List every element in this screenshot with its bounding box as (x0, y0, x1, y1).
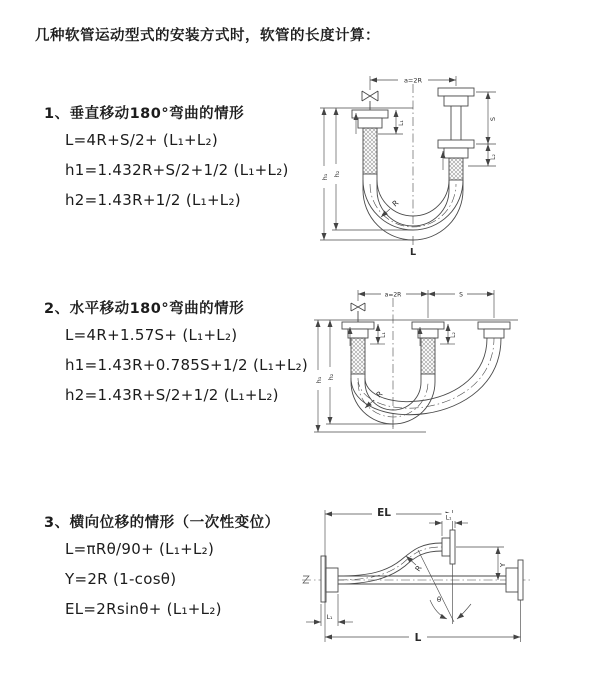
left-pipe-flange (352, 110, 388, 190)
right-pipe-flanges (438, 88, 474, 190)
dim-h1-label: h₁ (321, 173, 329, 181)
section-3 (44, 513, 280, 624)
dimension-el (325, 506, 453, 642)
dim-l1-top-label: L₁ (445, 514, 452, 522)
dim-l1-label: L₁ (398, 120, 405, 126)
angle-theta (418, 550, 471, 624)
right-flange (506, 560, 523, 600)
diagram-horizontal-180-bend (306, 282, 546, 457)
left-flange (321, 556, 338, 602)
valve-icon (362, 91, 378, 110)
dimension-l-total (325, 600, 521, 644)
section-2-heading: 2、水平移动180°弯曲的情形 (44, 301, 245, 317)
section-2 (44, 299, 308, 410)
page-title: 几种软管运动型式的安装方式时，软管的长度计算： (35, 28, 380, 44)
dim-l1-label: L₁ (380, 332, 387, 338)
dim-l2-label: L₂ (490, 154, 497, 160)
valve-icon (351, 303, 365, 322)
dim-h1-label: h₁ (315, 376, 323, 384)
formula-el: EL=2Rsinθ+ (L₁+L₂) (65, 600, 222, 618)
section-1-heading: 1、垂直移动180°弯曲的情形 (44, 106, 245, 122)
dim-l1-bottom-label: L₁ (326, 614, 333, 621)
dimension-l-total (410, 236, 416, 258)
dimension-s (476, 92, 497, 144)
radius-label: R (413, 563, 424, 574)
radius-label: R (374, 389, 385, 400)
radius-label: R (390, 198, 401, 209)
top-flange (442, 530, 455, 564)
dim-l-label: L (409, 247, 417, 258)
displaced-hose (338, 543, 442, 584)
formula-h1: h1=1.432R+S/2+1/2 (L₁+L₂) (65, 161, 289, 179)
formula-length: L=4R+S/2+ (L₁+L₂) (65, 131, 219, 149)
dim-el-label: EL (377, 507, 391, 519)
formula-y: Y=2R (1-cosθ) (65, 570, 177, 588)
angle-theta-label: θ (436, 596, 442, 604)
section-3-heading: 3、横向位移的情形（一次性变位） (44, 515, 280, 531)
middle-pipe-flange (412, 322, 444, 382)
dimension-l1-bottom (306, 594, 353, 626)
formula-h2: h2=1.43R+S/2+1/2 (L₁+L₂) (65, 386, 279, 404)
dimension-s (428, 290, 494, 319)
break-symbol (303, 576, 309, 583)
dim-l2-label: L₂ (450, 332, 457, 338)
dim-s-label: S (459, 291, 463, 299)
section-1 (44, 104, 289, 215)
dim-a2r-label: a=2R (403, 76, 423, 85)
radius-callout (365, 389, 384, 408)
formula-length: L=πRθ/90+ (L₁+L₂) (65, 540, 215, 558)
dimension-l1-top (429, 513, 468, 536)
formula-h1: h1=1.43R+0.785S+1/2 (L₁+L₂) (65, 356, 309, 374)
left-pipe-flange (342, 322, 374, 382)
dim-a2r-label: a=2R (384, 291, 402, 299)
formula-h2: h2=1.43R+1/2 (L₁+L₂) (65, 191, 241, 209)
dim-h2-label: h₂ (333, 170, 341, 178)
dim-y-label: Y (499, 562, 507, 568)
dim-h2-label: h₂ (327, 373, 335, 381)
dim-s-label: S (489, 116, 497, 122)
right-pipe-flange (478, 322, 510, 338)
dimension-y (456, 547, 507, 580)
dim-l-label: L (414, 632, 422, 644)
formula-length: L=4R+1.57S+ (L₁+L₂) (65, 326, 238, 344)
diagram-vertical-180-bend (310, 66, 545, 258)
diagram-lateral-displacement (298, 502, 595, 657)
